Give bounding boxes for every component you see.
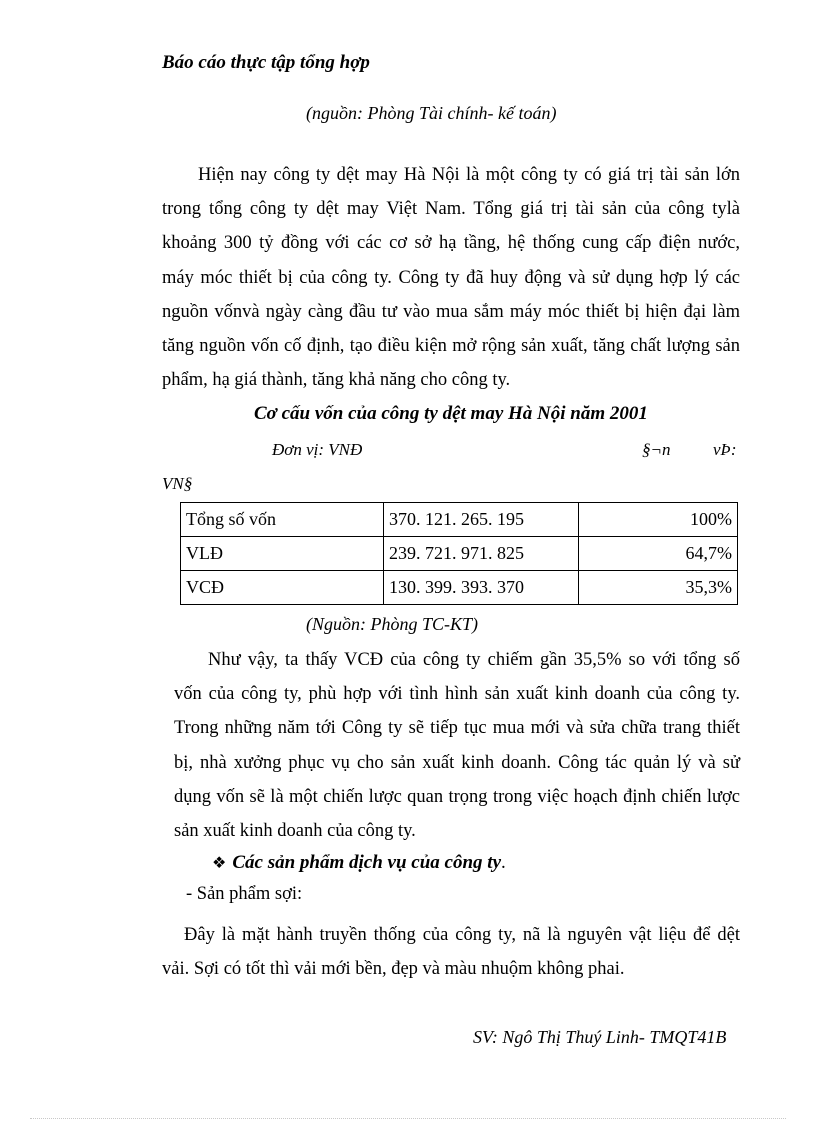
table-cell-percent: 100% [579,503,738,537]
paragraph-line: nguồn vốnvà ngày càng đầu tư vào mua sắm máy móc thiết bị hiện đại làm [162,301,740,322]
unit-label-garbled-c: VN§ [162,474,193,493]
paragraph-line: khoảng 300 tỷ đồng với các cơ sở hạ tầng, hệ thống cung cấp điện nước, [162,233,740,254]
capital-table-title: Cơ cấu vốn của công ty dệt may Hà Nội năm 2001 [254,403,648,424]
paragraph-line: tăng nguồn vốn cố định, tạo điều kiện mở rộng sản xuất, tăng chất lượng sản [162,336,740,357]
table-cell-amount: 239. 721. 971. 825 [384,537,579,571]
page-footer-author: SV: Ngô Thị Thuý Linh- TMQT41B [473,1027,727,1047]
paragraph-line: phẩm, hạ giá thành, tăng khả năng cho công ty. [162,370,511,391]
table-cell-name: VCĐ [181,571,384,605]
table-cell-amount: 370. 121. 265. 195 [384,503,579,537]
table-row [181,503,738,537]
paragraph-fixed-capital [174,643,740,848]
paragraph-line: bị, nhà xưởng phục vụ cho sản xuất kinh doanh. Công tác quản lý và sử [174,752,740,773]
paragraph-assets [162,158,740,397]
unit-label-garbled-b: vÞ: [713,440,737,459]
page-bottom-divider [30,1118,786,1119]
paragraph-yarn [162,918,740,986]
table-cell-name: Tổng số vốn [181,503,384,537]
paragraph-line: Hiện nay công ty dệt may Hà Nội là một công ty có giá trị tài sản lớn [198,165,740,185]
table-row [181,537,738,571]
paragraph-line: máy móc thiết bị của công ty. Công ty đã huy động và sử dụng hợp lý các [162,267,740,288]
paragraph-line: Đây là mặt hành truyền thống của công ty, nã là nguyên vật liệu để dệt [184,925,740,945]
section-heading [212,852,506,874]
table-cell-amount: 130. 399. 393. 370 [384,571,579,605]
page-header-title: Báo cáo thực tập tổng hợp [162,52,370,73]
paragraph-line: Như vậy, ta thấy VCĐ của công ty chiếm gần 35,5% so với tổng số [208,650,740,670]
table-cell-percent: 35,3% [579,571,738,605]
section-heading-text: Các sản phẩm dịch vụ của công ty [232,852,501,873]
table-cell-percent: 64,7% [579,537,738,571]
diamond-bullet-icon: ❖ [212,853,227,872]
capital-structure-table [180,502,738,605]
paragraph-line: dụng vốn sẽ là một chiến lược quan trọng trong việc hoạch định chiến lược [174,786,740,807]
source-note-table: (Nguồn: Phòng TC-KT) [306,614,479,634]
list-item: - Sản phẩm sợi: [186,884,303,904]
paragraph-line: vốn của công ty, phù hợp với tình hình sản xuất kinh doanh của công ty. [174,684,740,705]
paragraph-line: Trong những năm tới Công ty sẽ tiếp tục mua mới và sửa chữa trang thiết [174,718,740,739]
unit-label-garbled-a: §¬n [642,440,671,459]
table-row [181,571,738,605]
unit-label: Đơn vị: VNĐ [272,440,363,459]
section-heading-period: . [501,852,506,873]
paragraph-line: sản xuất kinh doanh của công ty. [174,821,416,842]
table-cell-name: VLĐ [181,537,384,571]
paragraph-line: vải. Sợi có tốt thì vải mới bền, đẹp và màu nhuộm không phai. [162,959,625,980]
source-note-top: (nguồn: Phòng Tài chính- kế toán) [306,103,557,123]
paragraph-line: trong tổng công ty dệt may Việt Nam. Tổng giá trị tài sản của công tylà [162,199,740,220]
